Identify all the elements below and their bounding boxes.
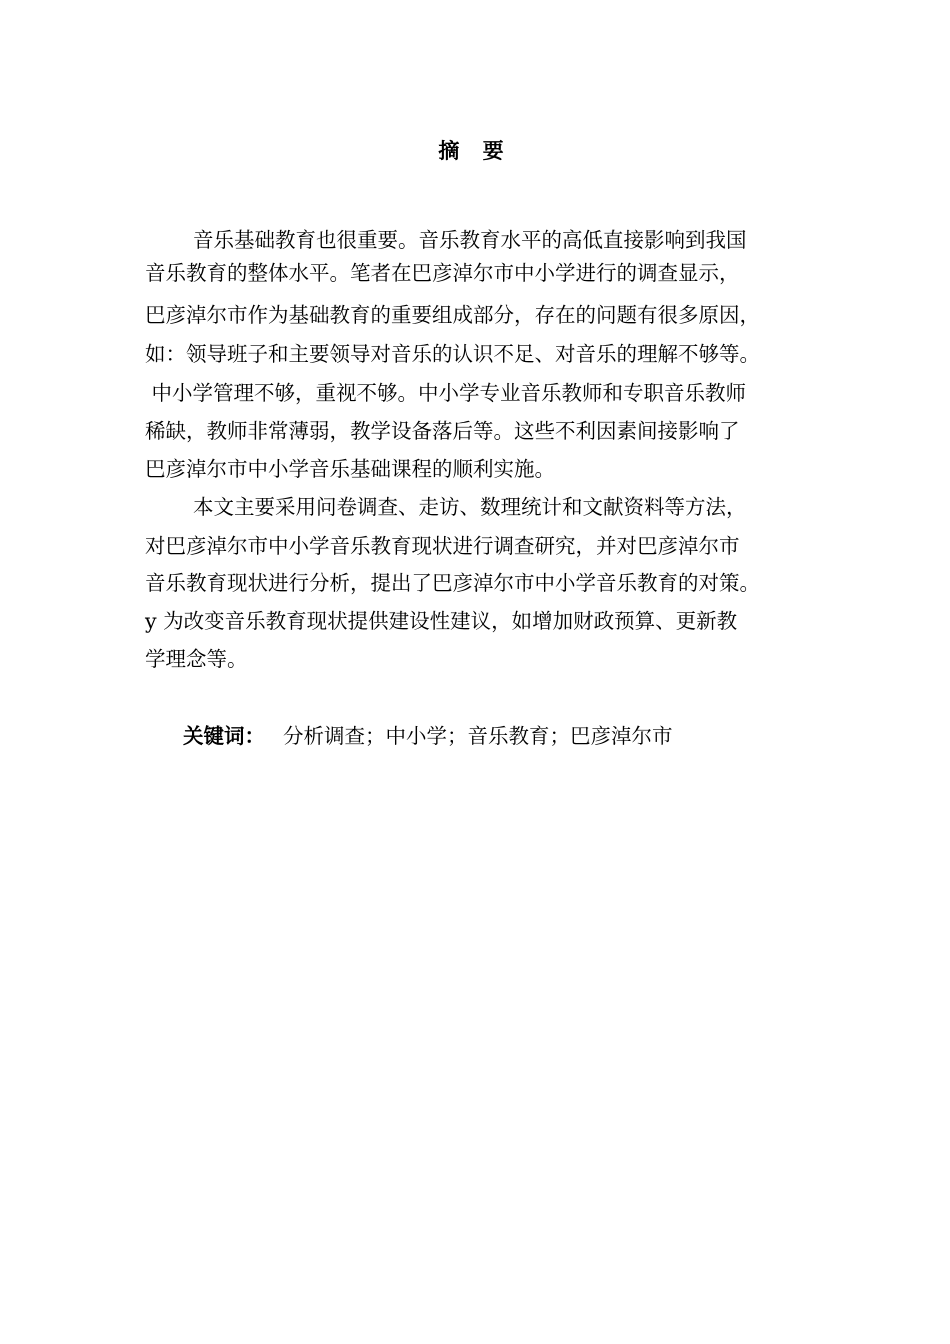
abstract-title: 摘 要	[438, 138, 512, 163]
abstract-line: 对巴彦淖尔市中小学音乐教育现状进行调查研究，并对巴彦淖尔市	[145, 534, 740, 558]
abstract-line: 学理念等。	[145, 647, 248, 671]
abstract-line: 中小学管理不够，重视不够。中小学专业音乐教师和专职音乐教师	[145, 381, 747, 405]
abstract-line: 巴彦淖尔市中小学音乐基础课程的顺利实施。	[145, 457, 555, 481]
abstract-line: 音乐教育现状进行分析，提出了巴彦淖尔市中小学音乐教育的对策。	[145, 571, 760, 595]
abstract-line: 本文主要采用问卷调查、走访、数理统计和文献资料等方法，	[193, 495, 747, 519]
abstract-line: 音乐基础教育也很重要。音乐教育水平的高低直接影响到我国	[193, 228, 747, 252]
abstract-line: 音乐教育的整体水平。笔者在巴彦淖尔市中小学进行的调查显示，	[145, 261, 740, 285]
abstract-line: 如：领导班子和主要领导对音乐的认识不足、对音乐的理解不够等。	[145, 342, 760, 366]
abstract-line: 巴彦淖尔市作为基础教育的重要组成部分，存在的问题有很多原因，	[145, 303, 760, 327]
abstract-line: 稀缺，教师非常薄弱，教学设备落后等。这些不利因素间接影响了	[145, 419, 740, 443]
keywords-label: 关键词：	[183, 724, 265, 748]
keywords-row	[183, 722, 673, 750]
abstract-line: y 为改变音乐教育现状提供建设性建议，如增加财政预算、更新教	[145, 609, 738, 633]
keywords-value: 分析调查；中小学；音乐教育；巴彦淖尔市	[283, 724, 673, 748]
